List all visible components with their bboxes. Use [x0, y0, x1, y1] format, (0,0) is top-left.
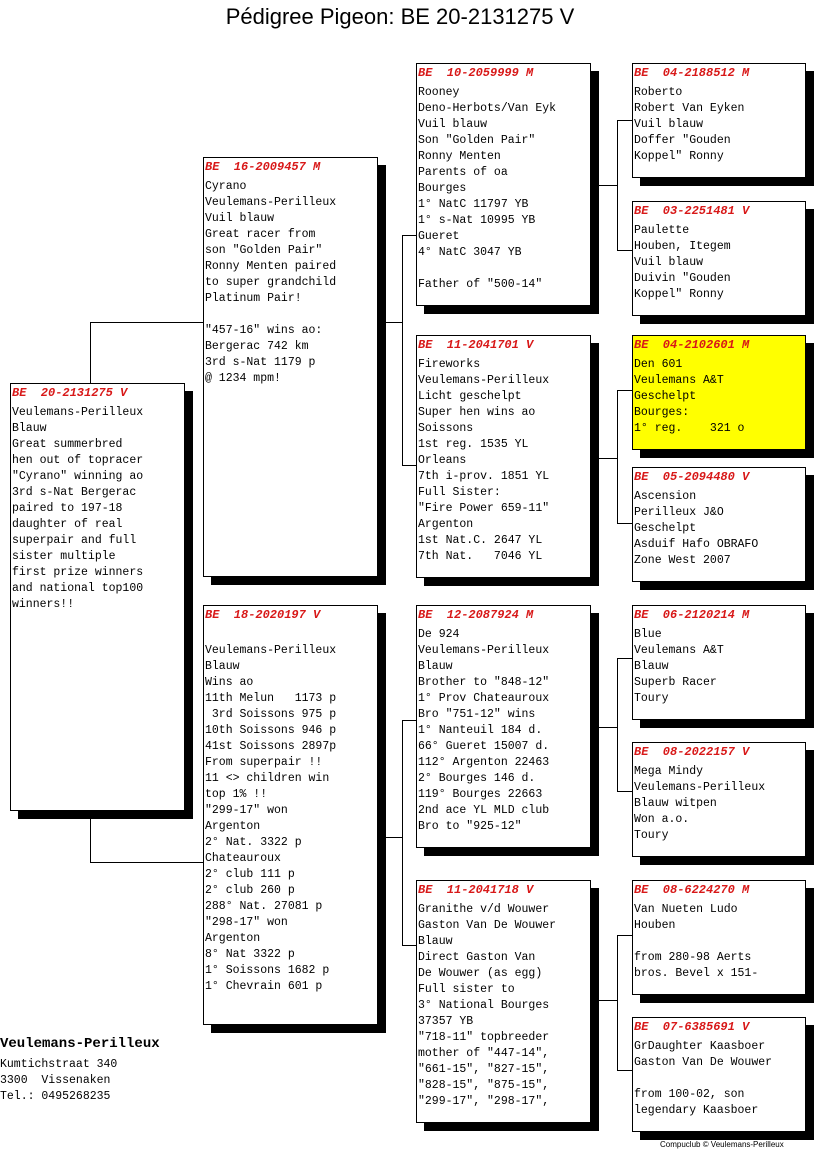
ring-number: BE 20-2131275 V — [12, 386, 128, 400]
connector-line — [598, 727, 618, 728]
card-line: Gueret — [418, 230, 460, 243]
card-line: "Cyrano" winning ao — [12, 470, 144, 483]
ring-number: BE 06-2120214 M — [634, 608, 750, 622]
pigeon-card-ds-dam — [632, 742, 806, 857]
card-line: Bourges — [418, 182, 467, 195]
card-line: "299-17" won — [205, 804, 288, 817]
card-line: Zone West 2007 — [634, 554, 731, 567]
card-line: Blauw — [418, 935, 453, 948]
card-line: Robert Van Eyken — [634, 102, 745, 115]
card-line: Veulemans A&T — [634, 374, 724, 387]
connector-line — [90, 322, 204, 323]
connector-line — [402, 235, 417, 236]
connector-line — [598, 185, 618, 186]
card-line: Toury — [634, 692, 669, 705]
ring-number: BE 11-2041701 V — [418, 338, 534, 352]
card-body — [633, 624, 805, 707]
pigeon-card-sire-dam — [416, 335, 591, 578]
owner-address: Kumtichstraat 340 — [0, 1058, 118, 1071]
connector-line — [617, 658, 632, 659]
card-line: Bergerac 742 km — [205, 340, 309, 353]
card-line: 2nd ace YL MLD club — [418, 804, 550, 817]
card-line: mother of "447-14", — [418, 1047, 550, 1060]
card-line: paired to 197-18 — [12, 502, 123, 515]
card-line: top 1% !! — [205, 788, 268, 801]
connector-line — [617, 523, 632, 524]
card-line: 1° Nanteuil 184 d. — [418, 724, 543, 737]
card-line: Vuil blauw — [634, 256, 704, 269]
card-line: Veulemans-Perilleux — [418, 644, 550, 657]
card-body — [417, 899, 590, 1110]
card-line: son "Golden Pair" — [205, 244, 323, 257]
connector-line — [617, 250, 632, 251]
card-line: hen out of topracer — [12, 454, 144, 467]
card-line: 10th Soissons 946 p — [205, 724, 337, 737]
card-line: Perilleux J&O — [634, 506, 724, 519]
card-line: Den 601 — [634, 358, 683, 371]
owner-name: Veulemans-Perilleux — [0, 1036, 160, 1052]
card-body — [633, 354, 805, 437]
card-line: Gaston Van De Wouwer — [418, 919, 557, 932]
card-line: 3rd s-Nat 1179 p — [205, 356, 316, 369]
pigeon-card-sire-sire — [416, 63, 591, 306]
card-body — [417, 82, 590, 293]
card-body — [11, 402, 184, 613]
card-line: Full sister to — [418, 983, 515, 996]
card-line: Blauw — [205, 660, 240, 673]
card-line: Geschelpt — [634, 390, 697, 403]
card-line: superpair and full — [12, 534, 137, 547]
card-line: 1st reg. 1535 YL — [418, 438, 529, 451]
card-line: 37357 YB — [418, 1015, 474, 1028]
card-line: Ronny Menten paired — [205, 260, 337, 273]
card-line — [634, 1071, 805, 1087]
card-line: 1° reg. 321 o — [634, 422, 745, 435]
ring-number: BE 12-2087924 M — [418, 608, 534, 622]
card-line: 1° Chevrain 601 p — [205, 980, 323, 993]
card-line: Houben — [634, 919, 676, 932]
card-line: Father of "500-14" — [418, 278, 543, 291]
card-body — [633, 486, 805, 569]
card-line: 2° Bourges 146 d. — [418, 772, 536, 785]
card-line: 2° club 111 p — [205, 868, 295, 881]
pigeon-card-sire — [203, 157, 378, 577]
card-line: @ 1234 mpm! — [205, 372, 281, 385]
card-line: 2° club 260 p — [205, 884, 295, 897]
card-line: Ascension — [634, 490, 697, 503]
card-body — [204, 624, 377, 995]
card-line: Veulemans-Perilleux — [418, 374, 550, 387]
connector-line — [598, 1000, 618, 1001]
card-line: From superpair !! — [205, 756, 323, 769]
connector-line — [617, 658, 618, 791]
card-line: 7th Nat. 7046 YL — [418, 550, 543, 563]
card-body — [633, 1036, 805, 1119]
connector-line — [617, 1070, 632, 1071]
pigeon-card-dam-sire — [416, 605, 591, 848]
card-line: "298-17" won — [205, 916, 288, 929]
card-line: 112° Argenton 22463 — [418, 756, 550, 769]
card-line: Granithe v/d Wouwer — [418, 903, 550, 916]
owner-info — [0, 1035, 160, 1105]
ring-number: BE 10-2059999 M — [418, 66, 534, 80]
ring-number: BE 18-2020197 V — [205, 608, 321, 622]
card-line: De 924 — [418, 628, 460, 641]
card-line: Veulemans-Perilleux — [205, 644, 337, 657]
card-line: Superb Racer — [634, 676, 717, 689]
card-line: Paulette — [634, 224, 690, 237]
card-line: Brother to "848-12" — [418, 676, 550, 689]
card-line — [418, 261, 590, 277]
pigeon-card-dam-dam — [416, 880, 591, 1123]
card-line: Deno-Herbots/Van Eyk — [418, 102, 557, 115]
ring-number: BE 11-2041718 V — [418, 883, 534, 897]
card-line: 1° Soissons 1682 p — [205, 964, 330, 977]
pigeon-card-dd-sire — [632, 880, 806, 995]
card-line: Blauw — [12, 422, 47, 435]
card-line: Blauw — [418, 660, 453, 673]
card-line: "661-15", "827-15", — [418, 1063, 550, 1076]
card-line: 1° s-Nat 10995 YB — [418, 214, 536, 227]
card-line: Bro to "925-12" — [418, 820, 522, 833]
card-line: Soissons — [418, 422, 474, 435]
card-line: 288° Nat. 27081 p — [205, 900, 323, 913]
card-line: Platinum Pair! — [205, 292, 302, 305]
connector-line — [402, 235, 403, 465]
card-line: Wins ao — [205, 676, 254, 689]
ring-number: BE 08-6224270 M — [634, 883, 750, 897]
ring-number: BE 04-2102601 M — [634, 338, 750, 352]
card-line: Geschelpt — [634, 522, 697, 535]
card-line: Gaston Van De Wouwer — [634, 1056, 773, 1069]
card-line: Parents of oa — [418, 166, 508, 179]
card-line: sister multiple — [12, 550, 116, 563]
connector-line — [385, 322, 403, 323]
owner-city: 3300 Vissenaken — [0, 1074, 111, 1087]
card-line: Mega Mindy — [634, 765, 704, 778]
card-line: Great racer from — [205, 228, 316, 241]
card-line: Blue — [634, 628, 662, 641]
card-line: 3rd s-Nat Bergerac — [12, 486, 137, 499]
card-line: De Wouwer (as egg) — [418, 967, 543, 980]
card-line: 119° Bourges 22663 — [418, 788, 543, 801]
connector-line — [90, 322, 91, 384]
card-line: Toury — [634, 829, 669, 842]
card-line: Won a.o. — [634, 813, 690, 826]
pigeon-card-sd-sire — [632, 335, 806, 450]
card-line: 11th Melun 1173 p — [205, 692, 337, 705]
pigeon-card-dam — [203, 605, 378, 1025]
card-line: Chateauroux — [205, 852, 281, 865]
card-line: Super hen wins ao — [418, 406, 536, 419]
card-line: daughter of real — [12, 518, 123, 531]
ring-number: BE 07-6385691 V — [634, 1020, 750, 1034]
card-line: Rooney — [418, 86, 460, 99]
card-body — [417, 354, 590, 565]
pigeon-card-ss-dam — [632, 201, 806, 316]
connector-line — [617, 390, 632, 391]
connector-line — [90, 862, 204, 863]
card-line: Bro "751-12" wins — [418, 708, 536, 721]
connector-line — [598, 458, 618, 459]
card-line: Son "Golden Pair" — [418, 134, 536, 147]
card-line: and national top100 — [12, 582, 144, 595]
connector-line — [617, 935, 618, 1070]
card-line: 1° NatC 11797 YB — [418, 198, 529, 211]
ring-number: BE 03-2251481 V — [634, 204, 750, 218]
ring-number: BE 16-2009457 M — [205, 160, 321, 174]
card-line: Fireworks — [418, 358, 481, 371]
card-line: Blauw witpen — [634, 797, 717, 810]
card-line: Vuil blauw — [634, 118, 704, 131]
connector-line — [617, 791, 632, 792]
card-line: Argenton — [205, 932, 261, 945]
connector-line — [617, 120, 618, 250]
card-line: Licht geschelpt — [418, 390, 522, 403]
connector-line — [402, 720, 403, 945]
card-body — [633, 82, 805, 165]
connector-line — [402, 465, 417, 466]
page-title: Pédigree Pigeon: BE 20-2131275 V — [225, 4, 575, 29]
card-line: winners!! — [12, 598, 75, 611]
card-line: to super grandchild — [205, 276, 337, 289]
connector-line — [90, 810, 91, 863]
ring-number: BE 04-2188512 M — [634, 66, 750, 80]
card-line: Veulemans-Perilleux — [205, 196, 337, 209]
card-line: Veulemans A&T — [634, 644, 724, 657]
card-line: Full Sister: — [418, 486, 501, 499]
card-line: Ronny Menten — [418, 150, 501, 163]
owner-phone: Tel.: 0495268235 — [0, 1090, 111, 1103]
ring-number: BE 08-2022157 V — [634, 745, 750, 759]
pigeon-card-ds-sire — [632, 605, 806, 720]
card-line: from 280-98 Aerts — [634, 951, 752, 964]
card-line: "457-16" wins ao: — [205, 324, 323, 337]
card-line: Blauw — [634, 660, 669, 673]
card-line: 4° NatC 3047 YB — [418, 246, 522, 259]
card-line: Vuil blauw — [205, 212, 275, 225]
card-body — [417, 624, 590, 835]
card-line — [205, 627, 377, 643]
connector-line — [385, 837, 403, 838]
card-line: Doffer "Gouden — [634, 134, 731, 147]
card-line: 7th i-prov. 1851 YL — [418, 470, 550, 483]
card-line: Argenton — [418, 518, 474, 531]
card-line: 2° Nat. 3322 p — [205, 836, 302, 849]
card-line: Argenton — [205, 820, 261, 833]
card-line: Veulemans-Perilleux — [12, 406, 144, 419]
card-line: Houben, Itegem — [634, 240, 731, 253]
pigeon-card-ss-sire — [632, 63, 806, 178]
card-line: 3° National Bourges — [418, 999, 550, 1012]
card-line: Cyrano — [205, 180, 247, 193]
card-line: Vuil blauw — [418, 118, 488, 131]
pigeon-card-dd-dam — [632, 1017, 806, 1132]
card-line: Orleans — [418, 454, 467, 467]
connector-line — [617, 935, 632, 936]
card-line: 11 <> children win — [205, 772, 330, 785]
card-line: "Fire Power 659-11" — [418, 502, 550, 515]
card-body — [633, 899, 805, 982]
card-line: Duivin "Gouden — [634, 272, 731, 285]
card-line: 41st Soissons 2897p — [205, 740, 337, 753]
connector-line — [617, 120, 632, 121]
card-line: "718-11" topbreeder — [418, 1031, 550, 1044]
card-line: 1° Prov Chateauroux — [418, 692, 550, 705]
card-line: 8° Nat 3322 p — [205, 948, 295, 961]
card-line: first prize winners — [12, 566, 144, 579]
card-line — [634, 934, 805, 950]
card-line: Asduif Hafo OBRAFO — [634, 538, 759, 551]
card-line: Direct Gaston Van — [418, 951, 536, 964]
card-line: GrDaughter Kaasboer — [634, 1040, 766, 1053]
card-line: 3rd Soissons 975 p — [205, 708, 337, 721]
connector-line — [402, 945, 417, 946]
card-line: Veulemans-Perilleux — [634, 781, 766, 794]
card-body — [633, 761, 805, 844]
card-line: Koppel" Ronny — [634, 150, 724, 163]
pigeon-card-subject — [10, 383, 185, 811]
connector-line — [617, 390, 618, 523]
card-line: bros. Bevel x 151- — [634, 967, 759, 980]
card-line: Great summerbred — [12, 438, 123, 451]
card-line: 1st Nat.C. 2647 YL — [418, 534, 543, 547]
card-line: Koppel" Ronny — [634, 288, 724, 301]
card-line — [205, 307, 377, 323]
card-line: Roberto — [634, 86, 683, 99]
card-line: Van Nueten Ludo — [634, 903, 738, 916]
card-line: "828-15", "875-15", — [418, 1079, 550, 1092]
connector-line — [402, 720, 417, 721]
card-body — [633, 220, 805, 303]
footer-credit: Compuclub © Veulemans-Perilleux — [660, 1140, 784, 1149]
card-line: 66° Gueret 15007 d. — [418, 740, 550, 753]
card-line: Bourges: — [634, 406, 690, 419]
card-line: "299-17", "298-17", — [418, 1095, 550, 1108]
card-body — [204, 176, 377, 387]
ring-number: BE 05-2094480 V — [634, 470, 750, 484]
card-line: legendary Kaasboer — [634, 1104, 759, 1117]
card-line: from 100-02, son — [634, 1088, 745, 1101]
pigeon-card-sd-dam — [632, 467, 806, 582]
